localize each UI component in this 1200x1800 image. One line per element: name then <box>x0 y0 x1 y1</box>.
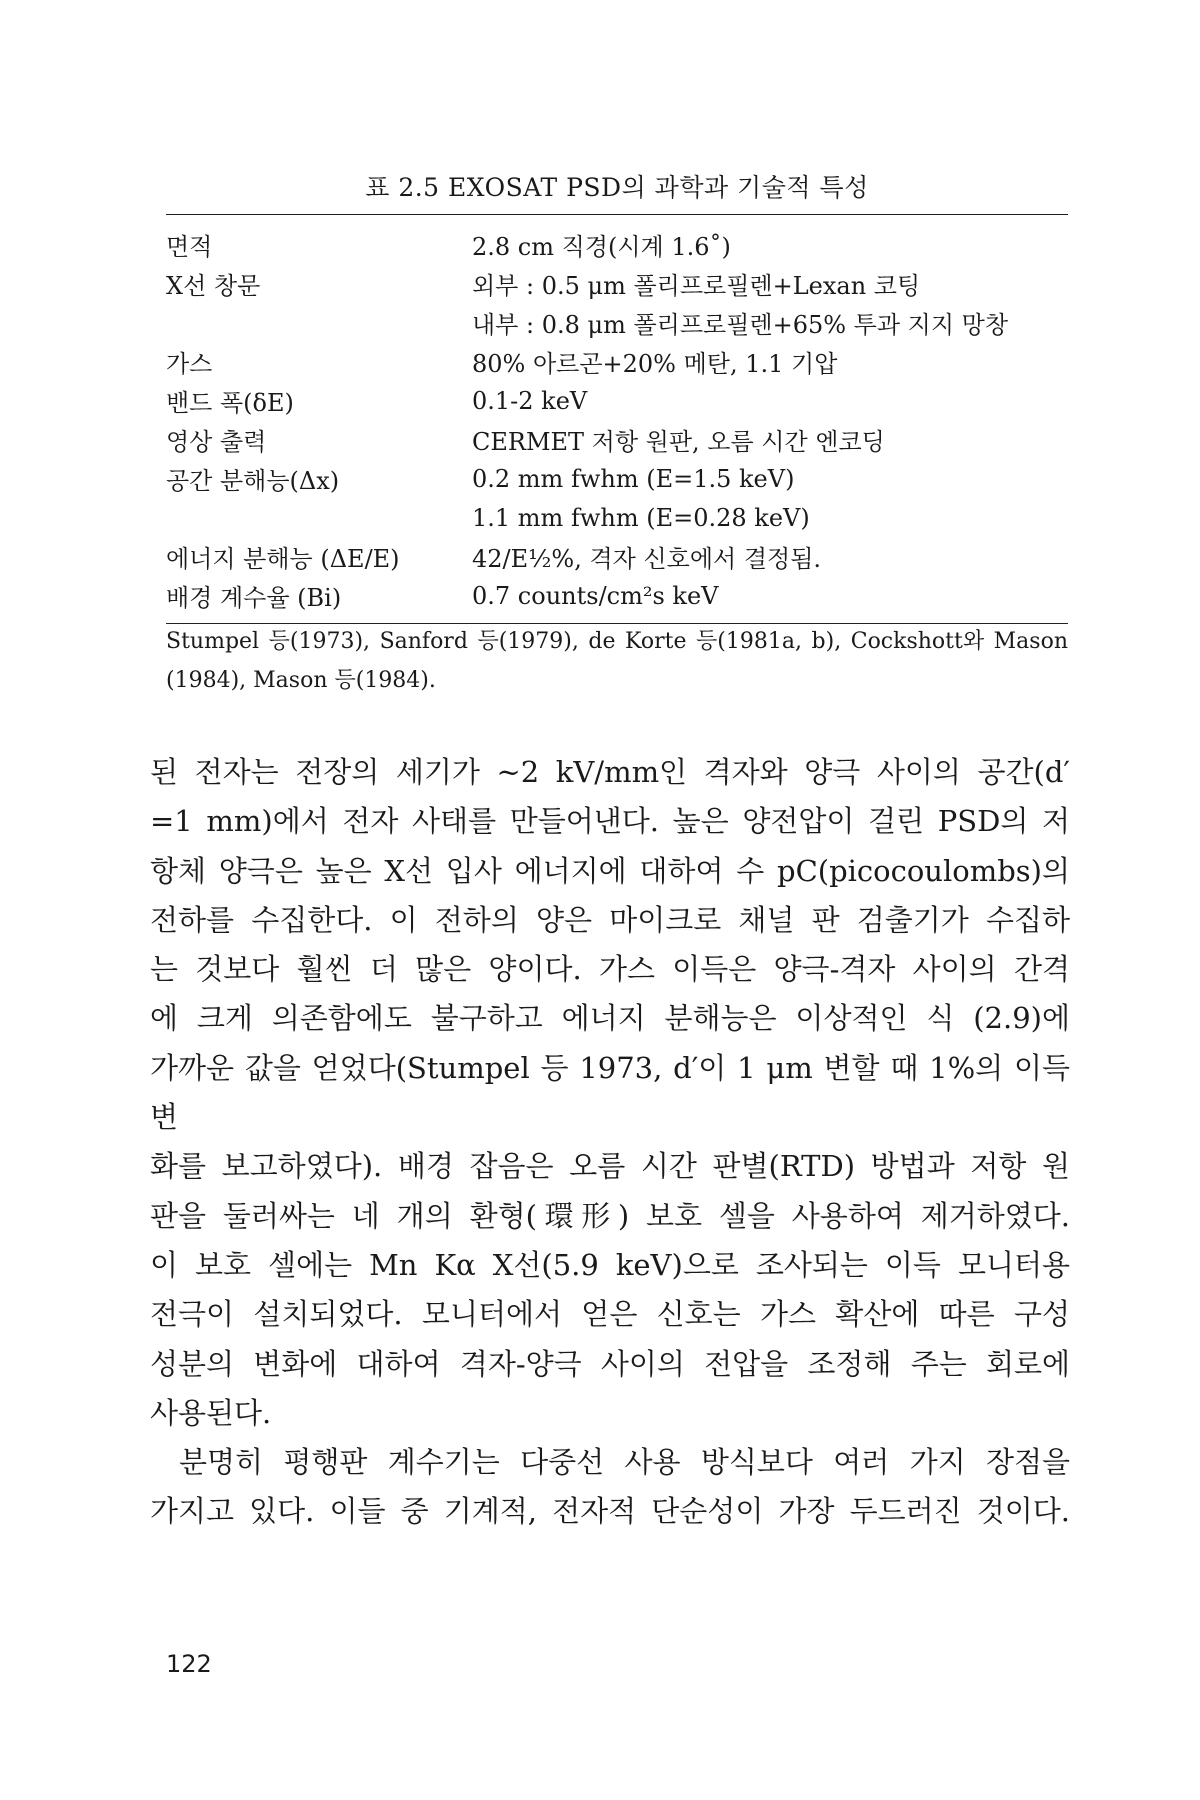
table-row <box>166 303 1068 342</box>
table-row <box>166 576 1068 615</box>
page-number: 122 <box>166 1650 212 1678</box>
text-line: =1 mm)에서 전자 사태를 만들어낸다. 높은 양전압이 걸린 PSD의 저 <box>150 804 1070 839</box>
row-label: 영상 출력 <box>166 428 267 456</box>
row-label: 공간 분해능(Δx) <box>166 467 340 495</box>
text-line: 는 것보다 훨씬 더 많은 양이다. 가스 이득은 양극-격자 사이의 간격 <box>150 952 1070 987</box>
row-value: 내부 : 0.8 μm 폴리프로필렌+65% 투과 지지 망창 <box>472 311 1009 339</box>
row-label: X선 창문 <box>166 272 261 300</box>
table-row <box>166 498 1068 537</box>
spec-table <box>166 214 1068 624</box>
row-label: 배경 계수율 (Bi) <box>166 584 342 612</box>
text-line: 분명히 평행판 계수기는 다중선 사용 방식보다 여러 가지 장점을 <box>179 1445 1070 1480</box>
text-line: 이 보호 셀에는 Mn Kα X선(5.9 keV)으로 조사되는 이득 모니터용 <box>150 1247 1070 1282</box>
table-source-note: Stumpel 등(1973), Sanford 등(1979), de Korte 등(1981a, b), Cockshott와 Mason (1984), Mason 등(1984). <box>166 629 1068 693</box>
text-line: 항체 양극은 높은 X선 입사 에너지에 대하여 수 pC(picocoulombs)의 <box>150 853 1070 888</box>
row-label: 에너지 분해능 (ΔE/E) <box>166 545 400 573</box>
row-value: 0.1-2 keV <box>472 386 588 415</box>
table-row <box>166 264 1068 303</box>
text-line: 된 전자는 전장의 세기가 ~2 kV/mm인 격자와 양극 사이의 공간(d′ <box>150 755 1070 789</box>
table-row <box>166 537 1068 576</box>
row-value: 2.8 cm 직경(시계 1.6˚) <box>472 233 731 261</box>
row-label: 가스 <box>166 350 213 378</box>
text-line: 화를 보고하였다). 배경 잡음은 오름 시간 판별(RTD) 방법과 저항 원 <box>150 1149 1070 1184</box>
row-label: 밴드 폭(δE) <box>166 389 294 417</box>
row-label: 면적 <box>166 233 213 261</box>
row-value: 0.2 mm fwhm (E=1.5 keV) <box>472 464 795 493</box>
text-line: 가까운 값을 얻었다(Stumpel 등 1973, d′이 1 μm 변할 때 1%의 이득 변 <box>150 1050 1070 1135</box>
table-row <box>166 342 1068 381</box>
table-row <box>166 381 1068 420</box>
row-value: 외부 : 0.5 μm 폴리프로필렌+Lexan 코팅 <box>472 272 921 300</box>
text-line: 성분의 변화에 대하여 격자-양극 사이의 전압을 조정해 주는 회로에 <box>150 1346 1070 1381</box>
text-line: 전극이 설치되었다. 모니터에서 얻은 신호는 가스 확산에 따른 구성 <box>150 1297 1070 1332</box>
row-value: 1.1 mm fwhm (E=0.28 keV) <box>472 503 810 532</box>
table-row <box>166 459 1068 498</box>
row-value: 0.7 counts/cm²s keV <box>472 581 719 610</box>
body-text <box>150 748 1070 1537</box>
text-line: 판을 둘러싸는 네 개의 환형(環形) 보호 셀을 사용하여 제거하였다. <box>150 1198 1070 1233</box>
text-line: 전하를 수집한다. 이 전하의 양은 마이크로 채널 판 검출기가 수집하 <box>150 902 1070 937</box>
table-row <box>166 420 1068 459</box>
table-row <box>166 225 1068 264</box>
text-line: 가지고 있다. 이들 중 기계적, 전자적 단순성이 가장 두드러진 것이다. <box>150 1494 1070 1529</box>
row-value: 42/E½%, 격자 신호에서 결정됨. <box>472 545 822 573</box>
text-line: 사용된다. <box>150 1395 272 1430</box>
row-value: 80% 아르곤+20% 메탄, 1.1 기압 <box>472 350 838 378</box>
text-line: 에 크게 의존함에도 불구하고 에너지 분해능은 이상적인 식 (2.9)에 <box>150 1001 1070 1036</box>
table-caption: 표 2.5 EXOSAT PSD의 과학과 기술적 특성 <box>365 173 869 202</box>
row-value: CERMET 저항 원판, 오름 시간 엔코딩 <box>472 428 885 456</box>
